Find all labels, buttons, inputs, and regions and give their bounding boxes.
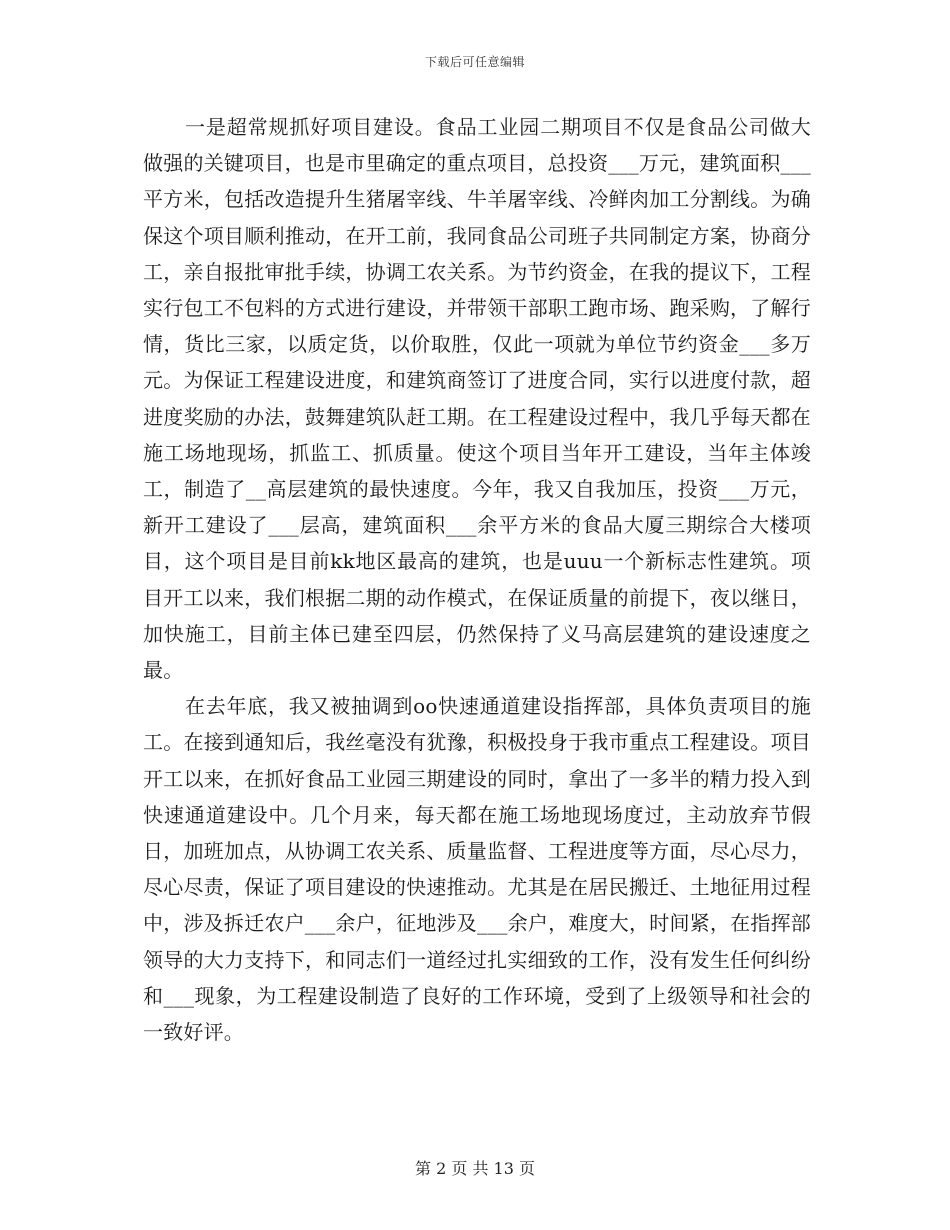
document-body bbox=[143, 109, 811, 1050]
page-header: 下载后可任意编辑 bbox=[424, 55, 525, 69]
page-number: 第 2 页 共 13 页 bbox=[415, 1159, 535, 1178]
paragraph-project-construction: 一是超常规抓好项目建设。食品工业园二期项目不仅是食品公司做大做强的关键项目，也是市里确定的重点项目，总投资___万元，建筑面积___平方米，包括改造提升生猪屠宰线、牛羊屠宰线、冷鲜肉加工分割线。为确保这个项目顺利推动，在开工前，我同食品公司班子共同制定方案，协商分工，亲自报批审批手续，协调工农关系。为节约资金，在我的提议下，工程实行包工不包料的方式进行建设，并带领干部职工跑市场、跑采购，了解行情，货比三家，以质定货，以价取胜，仅此一项就为单位节约资金___多万元。为保证工程建设进度，和建筑商签订了进度合同，实行以进度付款，超进度奖励的办法，鼓舞建筑队赶工期。在工程建设过程中，我几乎每天都在施工场地现场，抓监工、抓质量。使这个项目当年开工建设，当年主体竣工，制造了__高层建筑的最快速度。今年，我又自我加压，投资___万元，新开工建设了___层高，建筑面积___余平方米的食品大厦三期综合大楼项目，这个项目是目前kk地区最高的建筑，也是uuu一个新标志性建筑。项目开工以来，我们根据二期的动作模式，在保证质量的前提下，夜以继日，加快施工，目前主体已建至四层，仍然保持了义马高层建筑的建设速度之最。 bbox=[143, 115, 811, 683]
paragraph-expressway-construction: 在去年底，我又被抽调到oo快速通道建设指挥部，具体负责项目的施工。在接到通知后，我丝毫没有犹豫，积极投身于我市重点工程建设。项目开工以来，在抓好食品工业园三期建设的同时，拿出了一多半的精力投入到快速通道建设中。几个月来，每天都在施工场地现场度过，主动放弃节假日，加班加点，从协调工农关系、质量监督、工程进度等方面，尽心尽力，尽心尽责，保证了项目建设的快速推动。尤其是在居民搬迁、土地征用过程中，涉及拆迁农户___余户，征地涉及___余户，难度大，时间紧，在指挥部领导的大力支持下，和同志们一道经过扎实细致的工作，没有发生任何纠纷和___现象，为工程建设制造了良好的工作环境，受到了上级领导和社会的一致好评。 bbox=[143, 694, 811, 1045]
